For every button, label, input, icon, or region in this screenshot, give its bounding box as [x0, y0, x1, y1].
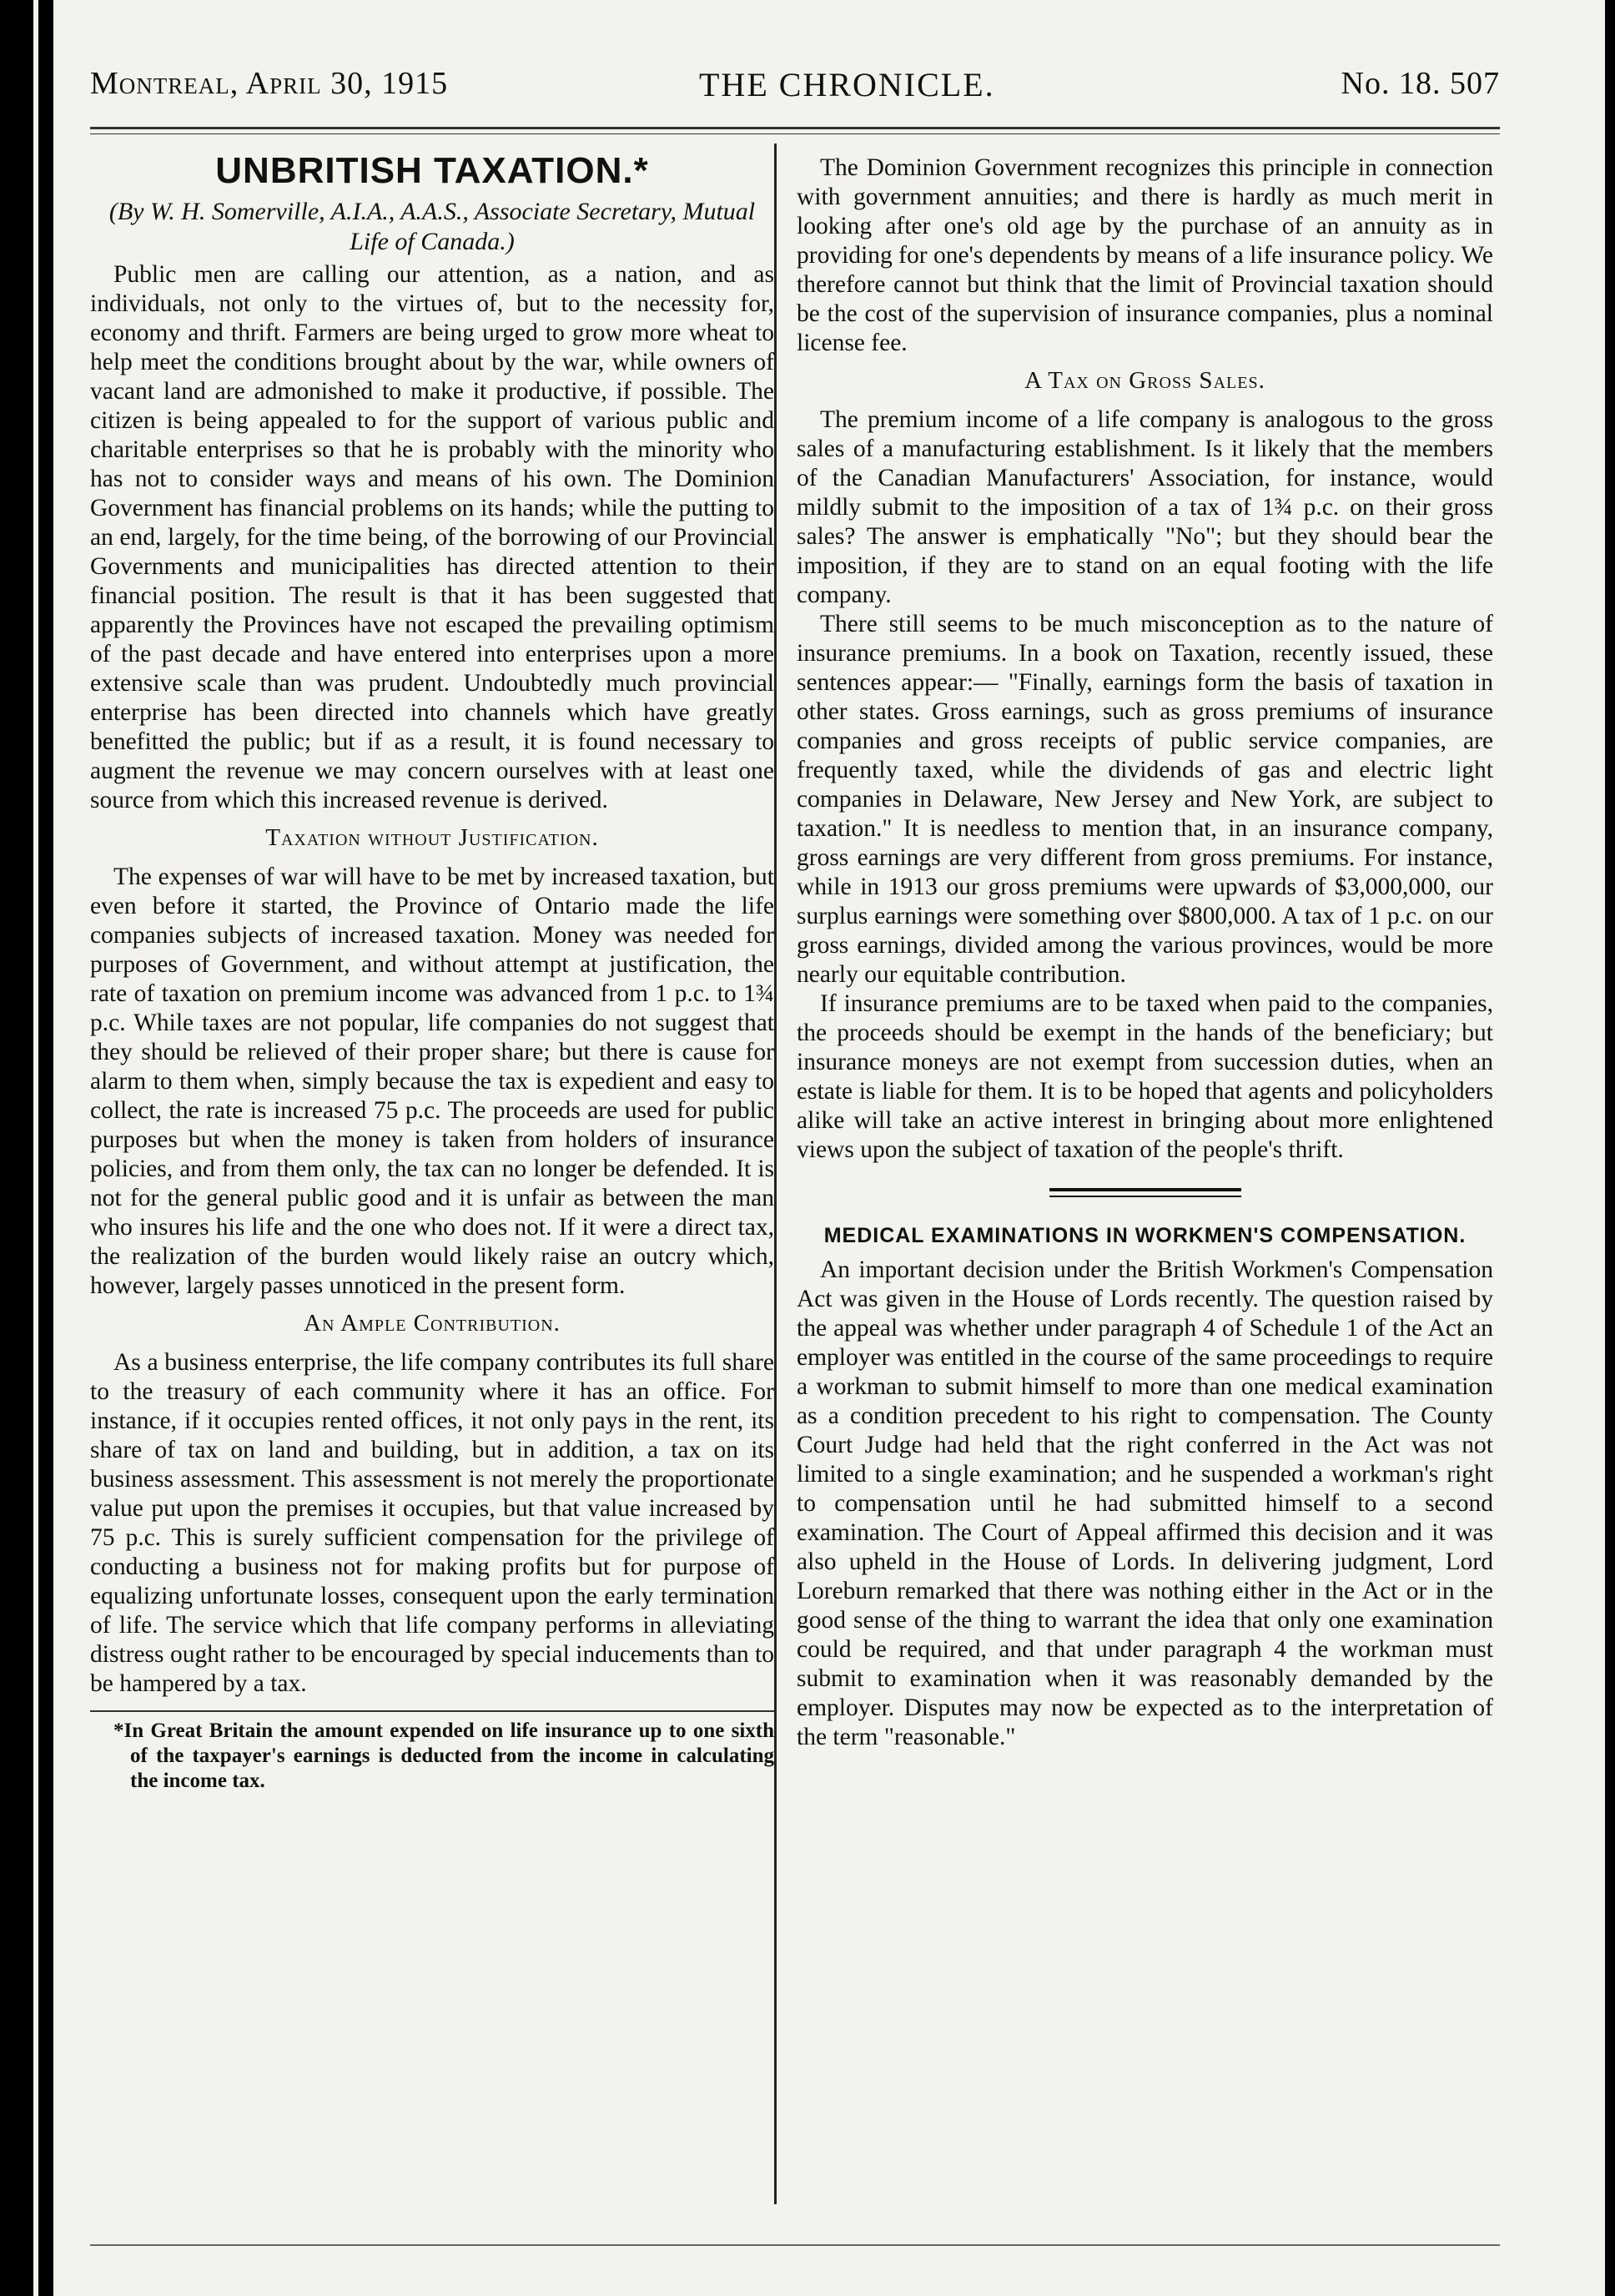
- footnote-rule: [90, 1710, 774, 1712]
- running-header: [90, 65, 1500, 115]
- subheading: Taxation without Justification.: [265, 824, 599, 851]
- header-page-number: No. 18. 507: [1341, 66, 1500, 101]
- section-divider: [1049, 1188, 1241, 1197]
- header-rule-thin: [90, 133, 1500, 134]
- subheading: An Ample Contribution.: [304, 1310, 561, 1337]
- page-edge: [38, 0, 53, 2296]
- article-title: UNBRITISH TAXATION.*: [215, 150, 649, 191]
- paragraph: As a business enterprise, the life company contributes its full share to the treasury of each community where it has an office. For instance, if it occupies rented offices, it not only pays in the rent, its share of tax on land and building, but in addition, a tax on its business assessment. This assessment is not merely the proportionate value put upon the premises it occupies, but that value increased by 75 p.c. This is surely sufficient compensation for the privilege of conducting a business not for making profits but for purpose of equalizing unfortunate losses, consequent upon the early termination of life. The service which that life company performs in alleviating distress ought rather to be encouraged by special inducements than to be hampered by a tax.: [90, 1349, 774, 1697]
- header-rule: [90, 127, 1500, 129]
- footnote: *In Great Britain the amount expended on life insurance up to one sixth of the taxpayer's earnings is deducted from the income in calculating the income tax.: [113, 1719, 774, 1792]
- paragraph: The expenses of war will have to be met by increased taxation, but even before it started, the Province of Ontario made the life companies subjects of increased taxation. Money was needed for purposes of Government, and without attempt at justification, the rate of taxation on premium income was advanced from 1 p.c. to 1¾ p.c. While taxes are not popular, life companies do not suggest that they should be relieved of their proper share; but there is cause for alarm to them when, simply because the tax is expedient and easy to collect, the rate is increased 75 p.c. The proceeds are used for public purposes but when the money is taken from holders of insurance policies, and from them only, the tax can no longer be defended. It is not for the general public good and it is unfair as between the man who insures his life and the one who does not. If it were a direct tax, the realization of the burden would likely raise an outcry which, however, largely passes unnoticed in the present form.: [90, 864, 774, 1299]
- subheading: A Tax on Gross Sales.: [1024, 367, 1265, 394]
- article-title: MEDICAL EXAMINATIONS IN WORKMEN'S COMPENSATION.: [823, 1224, 1467, 1247]
- column-divider: [774, 144, 777, 2204]
- paragraph: If insurance premiums are to be taxed when paid to the companies, the proceeds should be exempt in the hands of the beneficiary; but insurance moneys are not exempt from succession duties, when an estate is liable for them. It is to be hoped that agents and policyholders alike will take an active interest in bringing about more enlightened views upon the subject of taxation of the people's thrift.: [797, 990, 1493, 1163]
- paragraph: The premium income of a life company is analogous to the gross sales of a manufacturing establishment. Is it likely that the members of the Canadian Manufacturers' Association, for instance, would mildly submit to the imposition of a tax of 1¾ p.c. on their gross sales? The answer is emphatically "No"; but they should bear the imposition, if they are to stand on an equal footing with the life company.: [797, 406, 1493, 608]
- article-byline: (By W. H. Somerville, A.I.A., A.A.S., Associate Secretary, Mutual Life of Canada.): [108, 198, 756, 255]
- paragraph: The Dominion Government recognizes this principle in connection with government annuities; and there is hardly as much merit in looking after one's old age by the purchase of an annuity as in providing for one's dependents by means of a life insurance policy. We therefore cannot but think that the limit of Provincial taxation should be the cost of the supervision of insurance companies, plus a nominal license fee.: [797, 154, 1493, 356]
- right-column: [797, 154, 1493, 1752]
- paragraph: There still seems to be much misconception as to the nature of insurance premiums. In a book on Taxation, recently issued, these sentences appear:— "Finally, earnings form the basis of taxation in other states. Gross earnings, such as gross premiums of insurance companies and gross receipts of public service companies, are frequently taxed, while the dividends of gas and electric light companies in Delaware, New Jersey and New York, are subject to taxation." It is needless to mention that, in an insurance company, gross earnings are very different from gross premiums. For instance, while in 1913 our gross premiums were upwards of $3,000,000, our surplus earnings were something over $800,000. A tax of 1 p.c. on our gross earnings, divided among the various provinces, would be more nearly our equitable contribution.: [797, 611, 1493, 988]
- header-date: Montreal, April 30, 1915: [90, 66, 449, 101]
- footer-rule: [90, 2244, 1500, 2246]
- header-title: THE CHRONICLE.: [699, 66, 995, 103]
- page: [33, 0, 1605, 2296]
- paragraph: Public men are calling our attention, as a nation, and as individuals, not only to the virtues of, but to the necessity for, economy and thrift. Farmers are being urged to grow more wheat to help meet the conditions brought about by the war, while owners of vacant land are admonished to make it productive, if possible. The citizen is being appealed to for the support of various public and charitable enterprises so that he is probably with the minority who has not to consider ways and means of his own. The Dominion Government has financial problems on its hands; while the putting to an end, largely, for the time being, of the borrowing of our Provincial Governments and municipalities has directed attention to their financial position. The result is that it has been suggested that apparently the Provinces have not escaped the prevailing optimism of the past decade and have entered into enterprises upon a more extensive scale than was prudent. Undoubtedly much provincial enterprise has been directed into channels which have greatly benefitted the public; but if as a result, it is found necessary to augment the revenue we may concern ourselves with at least one source from which this increased revenue is derived.: [90, 261, 774, 813]
- left-column: [90, 150, 774, 1794]
- paragraph: An important decision under the British Workmen's Compensation Act was given in the House of Lords recently. The question raised by the appeal was whether under paragraph 4 of Schedule 1 of the Act an employer was entitled in the course of the same proceedings to require a workman to submit himself to more than one medical examination as a condition precedent to his right to compensation. The County Court Judge had held that the right conferred in the Act was not limited to a single examination; and he suspended a workman's right to compensation until he had submitted himself to a second examination. The Court of Appeal affirmed this decision and it was also upheld in the House of Lords. In delivering judgment, Lord Loreburn remarked that there was nothing either in the Act or in the good sense of the thing to warrant the idea that only one examination could be required, and that under paragraph 4 the workman must submit to examination when it was reasonably demanded by the employer. Disputes may now be expected as to the interpretation of the term "reasonable.": [797, 1256, 1493, 1750]
